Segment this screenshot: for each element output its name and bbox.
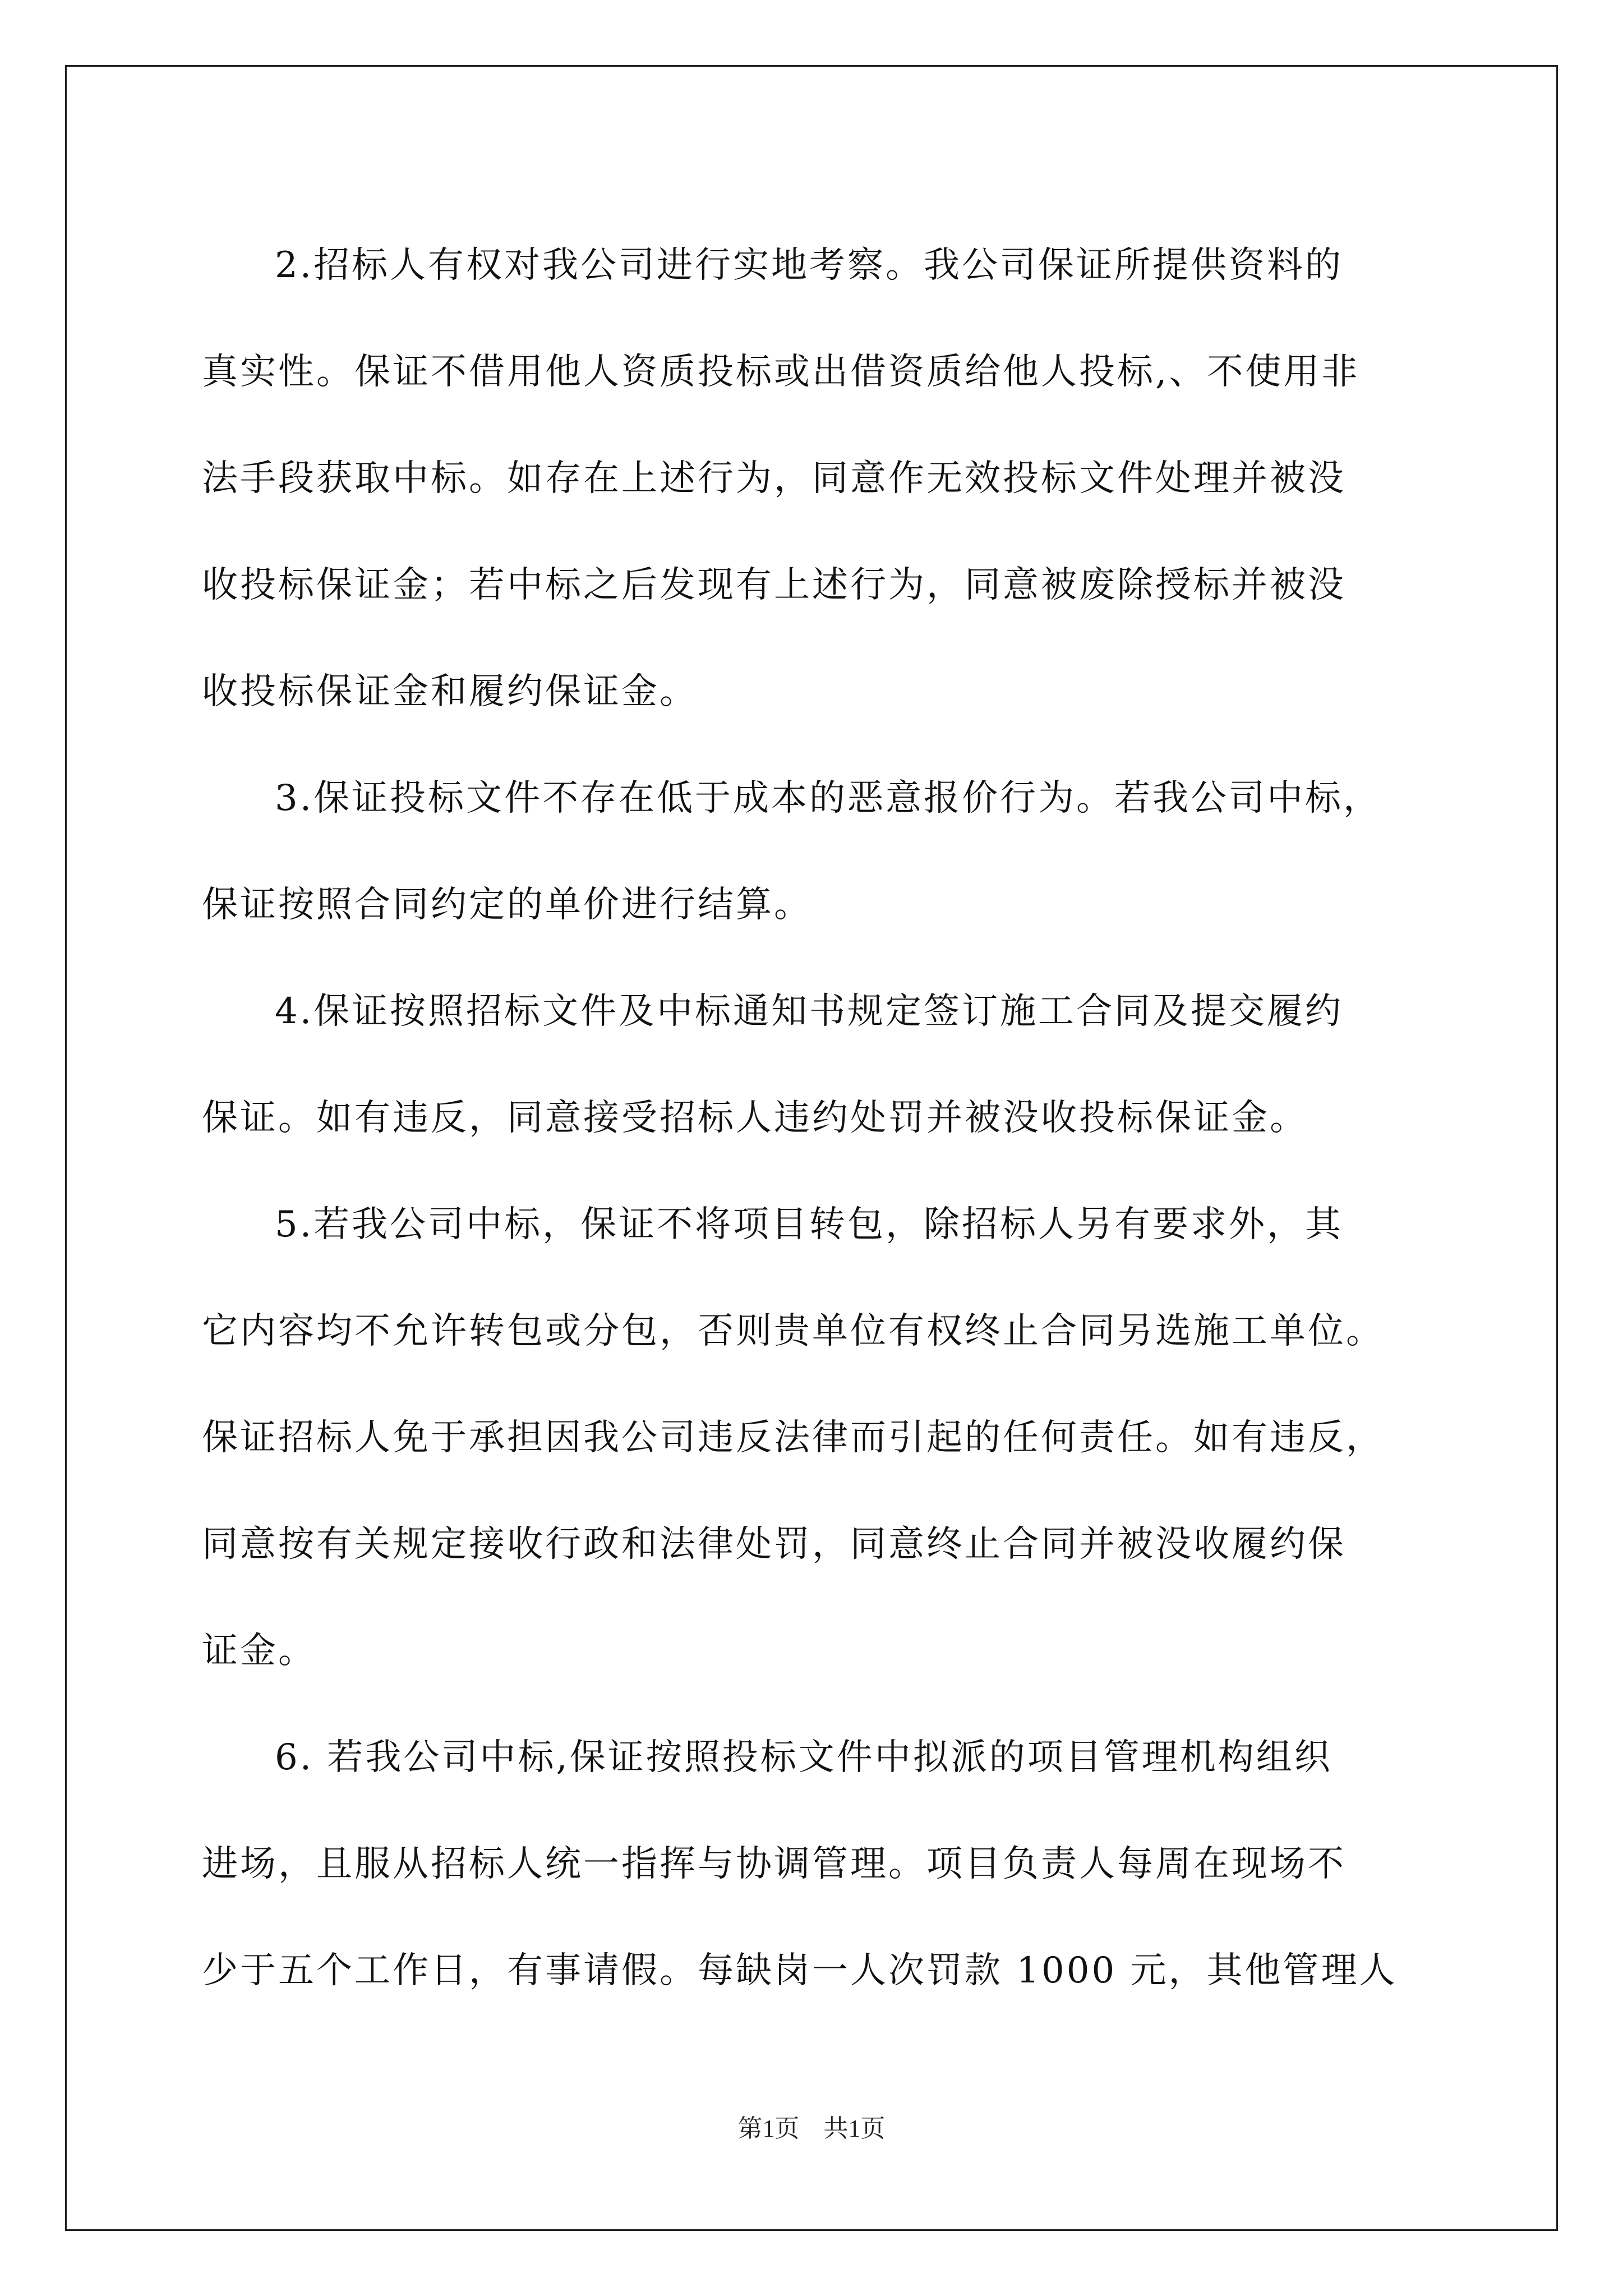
text-line: 3.保证投标文件不存在低于成本的恶意报价行为。若我公司中标， [275, 777, 1382, 819]
text-line: 6. 若我公司中标,保证按照投标文件中拟派的项目管理机构组织 [275, 1737, 1332, 1778]
text-line: 同意按有关规定接收行政和法律处罚，同意终止合同并被没收履约保 [202, 1524, 1346, 1565]
text-line: 2.招标人有权对我公司进行实地考察。我公司保证所提供资料的 [275, 245, 1344, 286]
text-line: 法手段获取中标。如存在上述行为，同意作无效投标文件处理并被没 [202, 458, 1346, 499]
text-line: 4.保证按照招标文件及中标通知书规定签订施工合同及提交履约 [275, 991, 1344, 1032]
text-line: 进场，且服从招标人统一指挥与协调管理。项目负责人每周在现场不 [202, 1843, 1346, 1885]
text-line: 5.若我公司中标，保证不将项目转包，除招标人另有要求外，其 [275, 1204, 1344, 1245]
page-number-total: 共1页 [823, 2115, 886, 2142]
text-line: 它内容均不允许转包或分包，否则贵单位有权终止合同另选施工单位。 [202, 1310, 1384, 1352]
text-line: 真实性。保证不借用他人资质投标或出借资质给他人投标,、不使用非 [202, 351, 1360, 393]
text-line: 保证。如有违反，同意接受招标人违约处罚并被没收投标保证金。 [202, 1097, 1308, 1139]
document-body [202, 212, 1436, 2024]
text-line: 收投标保证金；若中标之后发现有上述行为，同意被废除授标并被没 [202, 564, 1346, 606]
text-line: 收投标保证金和履约保证金。 [202, 671, 698, 712]
text-line: 少于五个工作日，有事请假。每缺岗一人次罚款 1000 元，其他管理人 [202, 1950, 1398, 1991]
text-line: 证金。 [202, 1630, 316, 1672]
page-footer [0, 2108, 1623, 2144]
page-number-current: 第1页 [737, 2115, 800, 2142]
text-line: 保证招标人免于承担因我公司违反法律而引起的任何责任。如有违反， [202, 1417, 1384, 1458]
text-line: 保证按照合同约定的单价进行结算。 [202, 884, 812, 926]
